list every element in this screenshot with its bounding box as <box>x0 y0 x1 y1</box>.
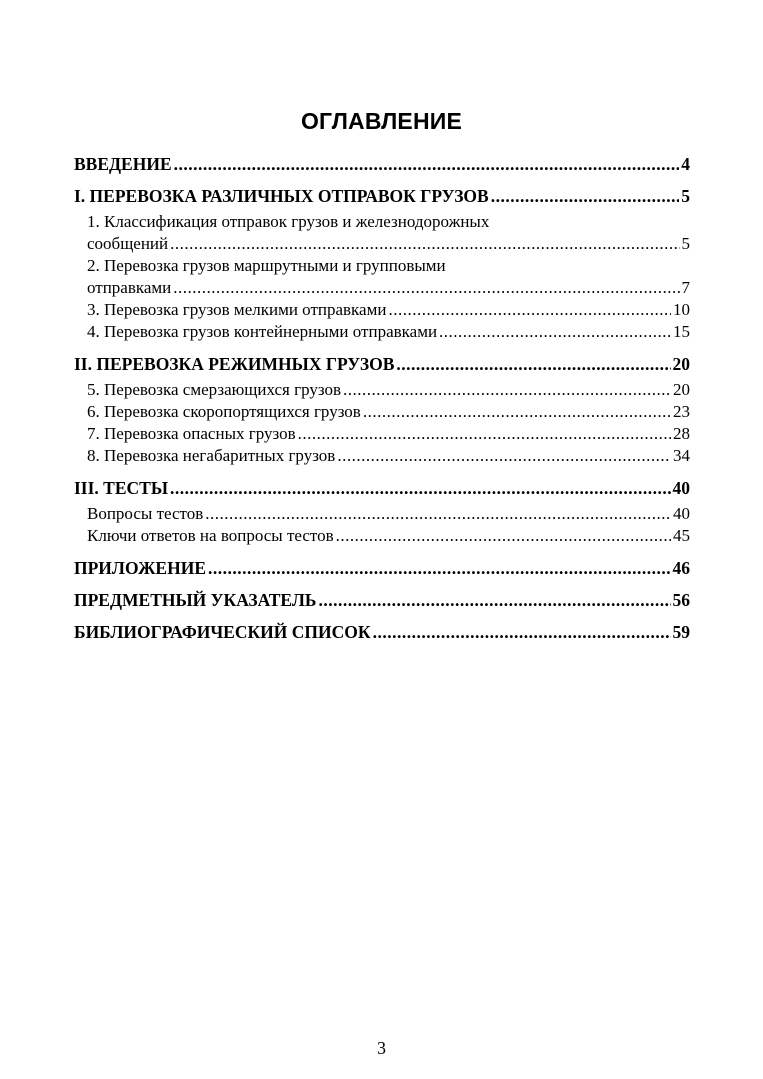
toc-entry-page: 46 <box>672 558 690 578</box>
dot-leader <box>337 445 671 467</box>
toc-entry-bibliography[interactable] <box>74 621 690 643</box>
toc-entry-page: 5 <box>681 186 690 206</box>
toc-entry-appendix[interactable] <box>74 557 690 579</box>
toc-entry-title: III. ТЕСТЫ <box>74 478 169 498</box>
toc-entry-section-8[interactable] <box>74 445 690 467</box>
dot-leader <box>491 185 680 207</box>
toc-entry-title: сообщений <box>87 234 169 253</box>
dot-leader <box>208 557 670 579</box>
toc-entry-section-7[interactable] <box>74 423 690 445</box>
toc-entry-title: 5. Перевозка смерзающихся грузов <box>87 380 342 399</box>
toc-entry-title-line1: 1. Классификация отправок грузов и железнодорожных <box>87 212 490 231</box>
dot-leader <box>388 299 671 321</box>
toc-entry-section-1[interactable] <box>74 211 690 255</box>
toc-entry-chapter-2[interactable] <box>74 353 690 375</box>
dot-leader <box>173 277 679 299</box>
toc-entry-page: 7 <box>681 278 690 297</box>
dot-leader <box>174 153 680 175</box>
dot-leader <box>336 525 671 547</box>
toc-entry-page: 23 <box>673 402 690 421</box>
toc-entry-page: 20 <box>673 380 690 399</box>
toc-entry-title: II. ПЕРЕВОЗКА РЕЖИМНЫХ ГРУЗОВ <box>74 354 395 374</box>
toc-entry-page: 56 <box>672 590 690 610</box>
toc-entry-page: 10 <box>673 300 690 319</box>
toc-entry-title: I. ПЕРЕВОЗКА РАЗЛИЧНЫХ ОТПРАВОК ГРУЗОВ <box>74 186 489 206</box>
toc-entry-test-answers[interactable] <box>74 525 690 547</box>
toc-heading: ОГЛАВЛЕНИЕ <box>300 108 463 134</box>
table-of-contents <box>74 153 690 643</box>
toc-entry-section-6[interactable] <box>74 401 690 423</box>
toc-entry-title: 8. Перевозка негабаритных грузов <box>87 446 336 465</box>
toc-entry-title: ПРИЛОЖЕНИЕ <box>74 558 207 578</box>
toc-entry-page: 28 <box>673 424 690 443</box>
toc-entry-page: 20 <box>672 354 690 374</box>
toc-entry-section-4[interactable] <box>74 321 690 343</box>
toc-entry-page: 45 <box>673 526 690 545</box>
toc-entry-test-questions[interactable] <box>74 503 690 525</box>
toc-entry-title: 7. Перевозка опасных грузов <box>87 424 296 443</box>
dot-leader <box>363 401 671 423</box>
dot-leader <box>298 423 671 445</box>
toc-entry-title: БИБЛИОГРАФИЧЕСКИЙ СПИСОК <box>74 622 371 642</box>
toc-entry-title: 3. Перевозка грузов мелкими отправками <box>87 300 387 319</box>
dot-leader <box>439 321 671 343</box>
toc-entry-page: 5 <box>681 234 690 253</box>
toc-entry-page: 40 <box>672 478 690 498</box>
toc-entry-section-5[interactable] <box>74 379 690 401</box>
toc-entry-subject-index[interactable] <box>74 589 690 611</box>
dot-leader <box>318 589 670 611</box>
toc-entry-title: Вопросы тестов <box>87 504 204 523</box>
toc-entry-title: 4. Перевозка грузов контейнерными отправками <box>87 322 438 341</box>
toc-entry-page: 40 <box>673 504 690 523</box>
dot-leader <box>205 503 671 525</box>
toc-entry-title-line1: 2. Перевозка грузов маршрутными и групповыми <box>87 256 446 275</box>
toc-entry-chapter-1[interactable] <box>74 185 690 207</box>
dot-leader <box>170 233 679 255</box>
toc-entry-page: 59 <box>672 622 690 642</box>
page-number: 3 <box>377 1038 386 1058</box>
toc-entry-section-3[interactable] <box>74 299 690 321</box>
dot-leader <box>343 379 671 401</box>
toc-entry-introduction[interactable] <box>74 153 690 175</box>
toc-entry-chapter-3[interactable] <box>74 477 690 499</box>
toc-entry-title: Ключи ответов на вопросы тестов <box>87 526 334 545</box>
toc-entry-title: ВВЕДЕНИЕ <box>74 154 172 174</box>
toc-entry-title: 6. Перевозка скоропортящихся грузов <box>87 402 361 421</box>
dot-leader <box>373 621 671 643</box>
toc-entry-page: 15 <box>673 322 690 341</box>
dot-leader <box>170 477 670 499</box>
toc-entry-title: отправками <box>87 278 172 297</box>
toc-entry-page: 34 <box>673 446 690 465</box>
toc-entry-page: 4 <box>681 154 690 174</box>
toc-entry-section-2[interactable] <box>74 255 690 299</box>
toc-entry-title: ПРЕДМЕТНЫЙ УКАЗАТЕЛЬ <box>74 590 317 610</box>
dot-leader <box>396 353 670 375</box>
